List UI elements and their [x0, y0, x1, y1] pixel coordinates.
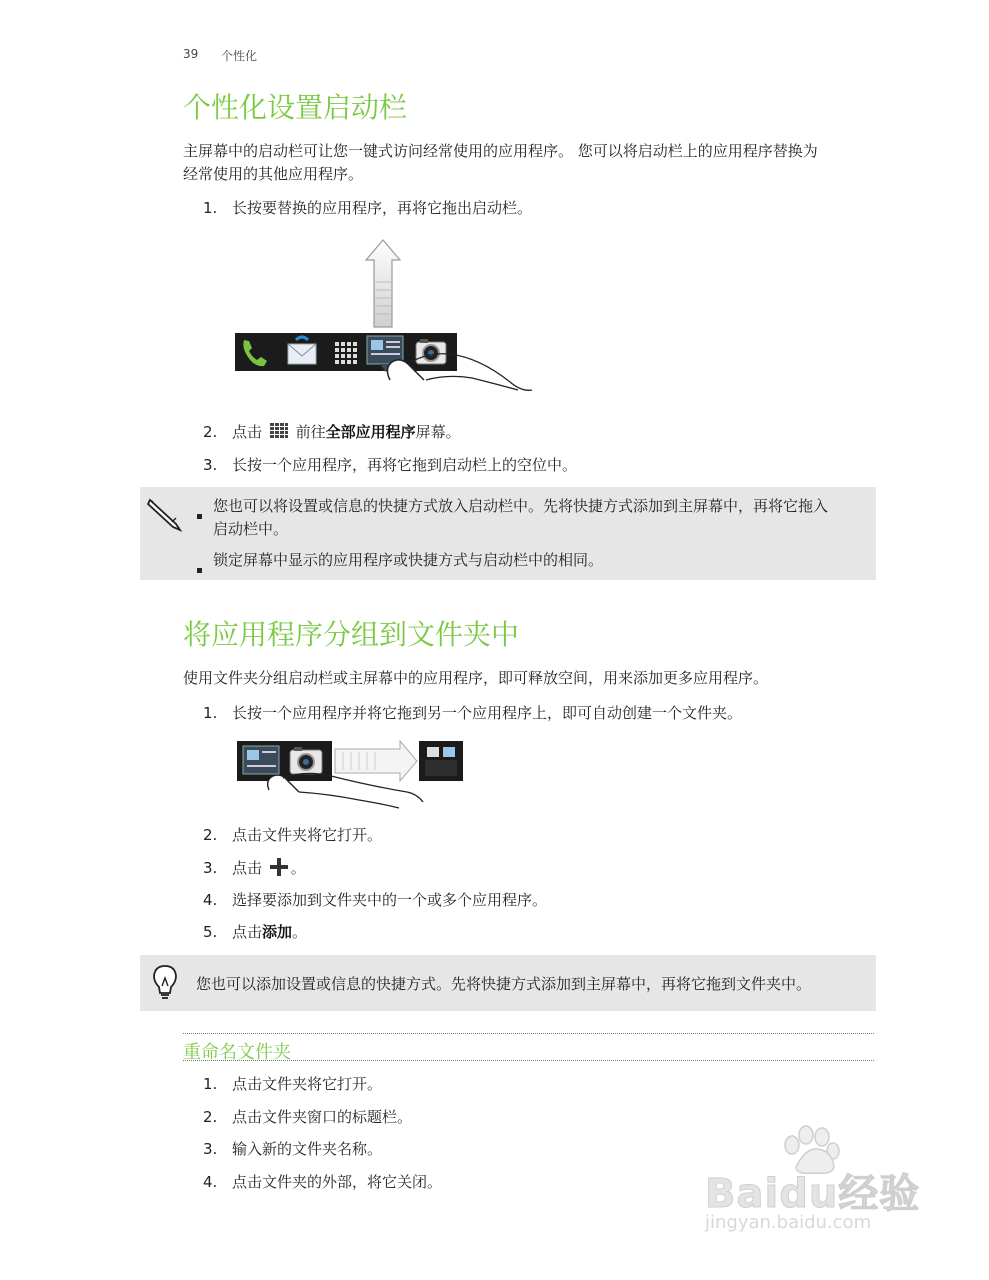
- step-1: [203, 198, 883, 218]
- step-number: 2.: [203, 423, 218, 441]
- pencil-icon: [146, 496, 186, 532]
- step-text: 点击文件夹将它打开。: [232, 826, 383, 844]
- step-text: 长按一个应用程序并将它拖到另一个应用程序上，即可自动创建一个文件夹。: [232, 704, 743, 722]
- intro-line-1: 主屏幕中的启动栏可让您一键式访问经常使用的应用程序。 您可以将启动栏上的应用程序替换为: [183, 142, 818, 160]
- lightbulb-icon: [152, 964, 178, 1002]
- step-text: 输入新的文件夹名称。: [232, 1140, 383, 1158]
- step-number: 1.: [203, 704, 218, 722]
- subsection-title-rename: 重命名文件夹: [183, 1042, 291, 1063]
- step-number: 3.: [203, 456, 218, 474]
- folders-intro: 使用文件夹分组启动栏或主屏幕中的应用程序，即可释放空间，用来添加更多应用程序。: [183, 669, 769, 687]
- step-text: 点击文件夹窗口的标题栏。: [232, 1108, 413, 1126]
- folder-icon: [419, 741, 463, 781]
- tip-text: 您也可以添加设置或信息的快捷方式。先将快捷方式添加到主屏幕中，再将它拖到文件夹中。: [196, 975, 812, 993]
- step-text: 点击文件夹的外部，将它关闭。: [232, 1173, 443, 1191]
- note-bullet-1: 您也可以将设置或信息的快捷方式放入启动栏中。先将快捷方式添加到主屏幕中，再将它拖入 启动栏中。: [213, 497, 829, 538]
- step-text: 点击文件夹将它打开。: [232, 1075, 383, 1093]
- folder-step-5: [203, 922, 883, 942]
- rename-step-1: [203, 1074, 883, 1094]
- camera-icon: [416, 339, 446, 364]
- step-number: 3.: [203, 859, 218, 877]
- step-text: 点击 前往全部应用程序屏幕。: [232, 423, 461, 441]
- right-arrow: [335, 741, 417, 781]
- step-number: 2.: [203, 1108, 218, 1126]
- step-text: 选择要添加到文件夹中的一个或多个应用程序。: [232, 891, 548, 909]
- step-text: 长按要替换的应用程序，再将它拖出启动栏。: [232, 199, 533, 217]
- rename-step-2: [203, 1107, 883, 1127]
- step-text: 点击添加。: [232, 923, 308, 941]
- watermark-url: jingyan.baidu.com: [705, 1212, 872, 1233]
- step-text: 长按一个应用程序，再将它拖到启动栏上的空位中。: [232, 456, 578, 474]
- step-number: 1.: [203, 1075, 218, 1093]
- note-bullet-marker: [197, 558, 202, 577]
- watermark-logo: Baidu经验: [705, 1171, 921, 1217]
- camera-icon: [290, 747, 322, 774]
- drag-up-arrow: [366, 240, 400, 327]
- all-apps-icon: [269, 422, 289, 440]
- folder-step-1: [203, 703, 883, 723]
- divider-bottom: [183, 1060, 874, 1061]
- step-3: [203, 455, 883, 475]
- intro-paragraph: [183, 140, 883, 186]
- step-text: 点击 。: [232, 859, 306, 877]
- page-number: 39: [183, 47, 199, 61]
- step-number: 5.: [203, 923, 218, 941]
- step-2: [203, 422, 883, 442]
- section-name: 个性化: [221, 49, 258, 63]
- step-number: 1.: [203, 199, 218, 217]
- section-title-folders: 将应用程序分组到文件夹中: [183, 618, 520, 651]
- intro-line-2: 经常使用的其他应用程序。: [183, 165, 364, 183]
- note-bullet-marker: [197, 504, 202, 523]
- gallery-icon: [243, 746, 279, 774]
- step-number: 4.: [203, 1173, 218, 1191]
- step-number: 4.: [203, 891, 218, 909]
- folder-step-4: [203, 890, 883, 910]
- launch-bar-illustration: [230, 232, 550, 392]
- plus-icon: [269, 858, 289, 876]
- folder-step-3: [203, 858, 883, 878]
- create-folder-illustration: [235, 738, 470, 813]
- step-number: 2.: [203, 826, 218, 844]
- folder-step-2: [203, 825, 883, 845]
- section-title-launch-bar: 个性化设置启动栏: [183, 91, 408, 124]
- note-bullet-2: 锁定屏幕中显示的应用程序或快捷方式与启动栏中的相同。: [213, 551, 604, 569]
- step-number: 3.: [203, 1140, 218, 1158]
- divider-top: [183, 1033, 874, 1034]
